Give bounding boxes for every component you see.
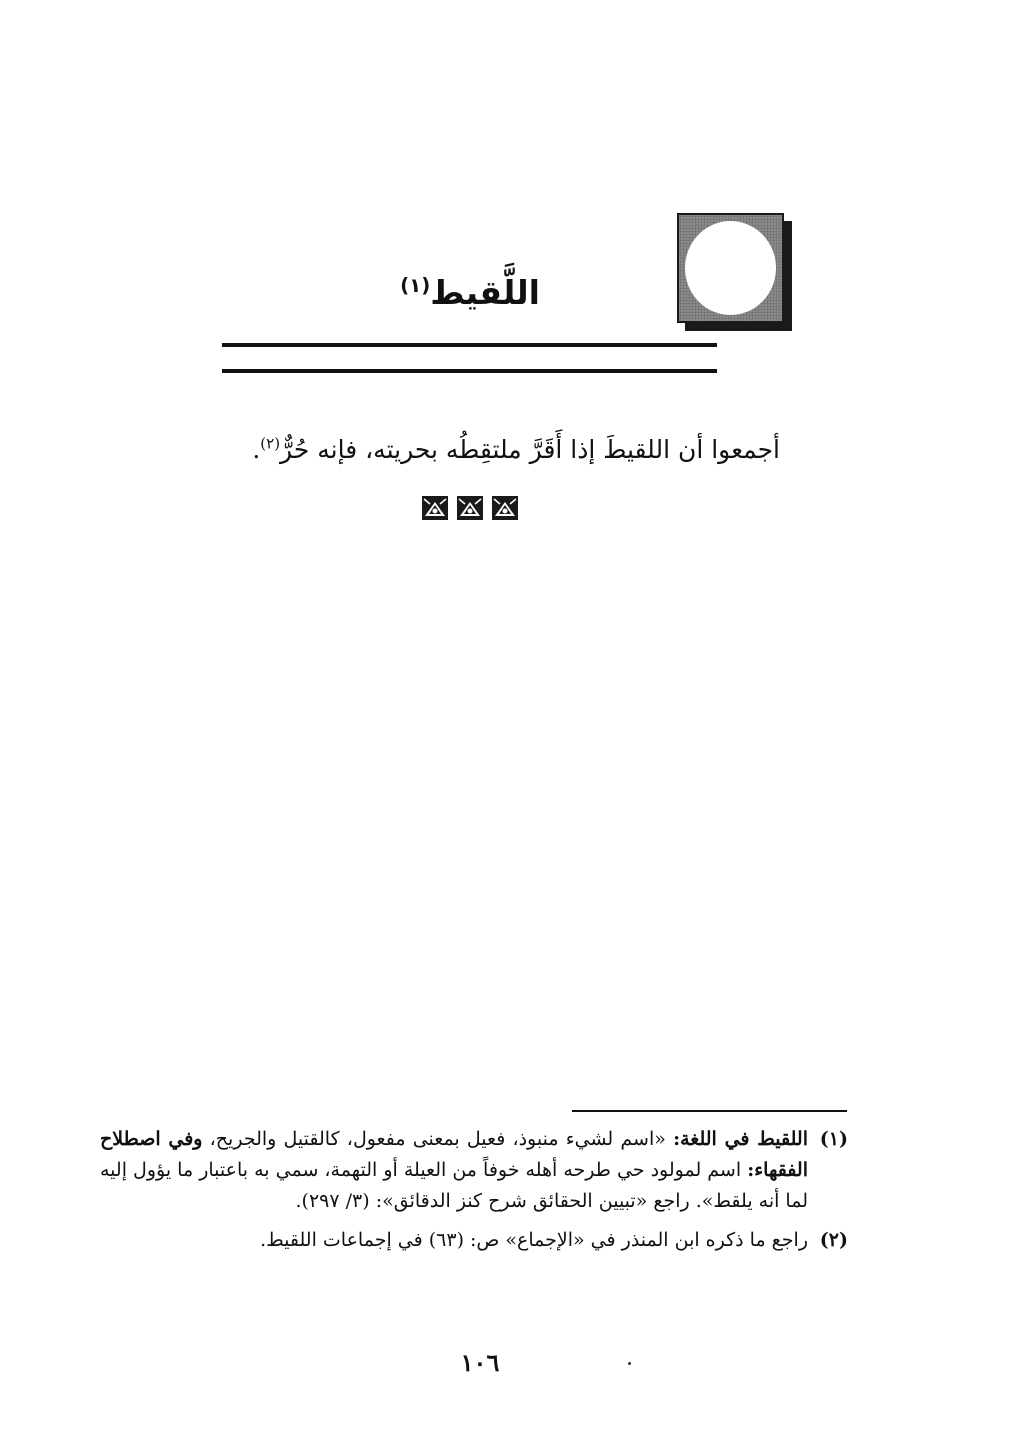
fleuron-icon <box>492 496 518 520</box>
page-number: ١٠٦ <box>460 1348 500 1377</box>
chapter-ornament-icon <box>677 213 784 323</box>
footnote-term: وفي اصطلاح الفقهاء: <box>100 1128 808 1181</box>
footnote-definition: اسم لمولود حي طرحه أهله خوفاً من العيلة أو التهمة، سمي به باعتبار ما يؤول إليه لما أنه يلقط». راجع «تبيين الحقائق شرح كنز الدقائق»: (٣/ ٢٩٧). <box>100 1159 808 1212</box>
footnote-text <box>100 1124 808 1217</box>
body-note-ref: (٢) <box>260 434 281 453</box>
footnote-2 <box>100 1225 848 1256</box>
fleuron-icon <box>422 496 448 520</box>
footnote-1 <box>100 1124 848 1217</box>
footnote-definition: «اسم لشيء منبوذ، فعيل بمعنى مفعول، كالقتيل والجريح، <box>202 1128 674 1150</box>
footnotes <box>100 1124 848 1264</box>
chapter-title-text: اللَّقيط <box>430 273 540 312</box>
body-end: . <box>252 435 261 464</box>
scan-speck <box>628 1362 631 1365</box>
heading-rule-top <box>222 343 717 347</box>
chapter-title-note: (١) <box>400 274 431 297</box>
section-divider <box>422 496 542 524</box>
footnote-separator <box>572 1110 847 1112</box>
body-text: أجمعوا أن اللقيطَ إذا أَقَرَّ ملتقِطُه بحريته، فإنه حُرٌّ <box>280 435 780 464</box>
footnote-number: (١) <box>819 1128 848 1150</box>
footnote-term: اللقيط في اللغة: <box>673 1128 808 1150</box>
circle-ornament <box>685 221 776 315</box>
fleuron-icon <box>457 496 483 520</box>
footnote-number: (٢) <box>819 1229 848 1251</box>
body-paragraph <box>200 425 780 475</box>
footnote-text: راجع ما ذكره ابن المنذر في «الإجماع» ص: (٦٣) في إجماعات اللقيط. <box>260 1229 808 1251</box>
chapter-title <box>340 268 540 318</box>
heading-rule-bottom <box>222 369 717 373</box>
